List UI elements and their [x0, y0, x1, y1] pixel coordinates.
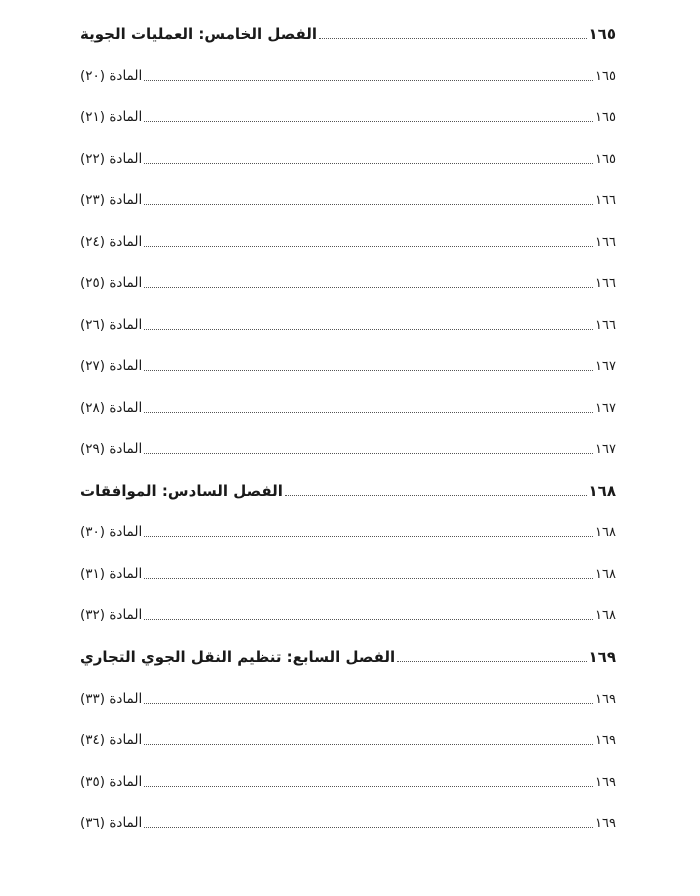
dot-leader [144, 605, 593, 620]
toc-article-row[interactable] [78, 145, 618, 173]
dot-leader [144, 315, 593, 330]
toc-entry-title: المادة (٢٦) [80, 317, 143, 333]
toc-page-number: ١٦٨ [595, 524, 616, 540]
toc-page-number: ١٦٩ [595, 774, 616, 790]
dot-leader [144, 772, 593, 787]
toc-entry-title: المادة (٣٢) [80, 607, 143, 623]
toc-page-number: ١٦٧ [595, 441, 616, 457]
toc-entry-title: المادة (٣٠) [80, 524, 143, 540]
toc-entry-title: المادة (٣٤) [80, 732, 143, 748]
toc-article-row[interactable] [78, 62, 618, 90]
toc-entry-title: المادة (٢١) [80, 109, 143, 125]
toc-page-number: ١٦٩ [595, 691, 616, 707]
toc-article-row[interactable] [78, 685, 618, 713]
toc-page-number: ١٦٥ [588, 25, 616, 43]
toc-entry-title: المادة (٢٨) [80, 400, 143, 416]
toc-page-number: ١٦٩ [588, 648, 616, 666]
toc-page-number: ١٦٦ [595, 317, 616, 333]
toc-article-row[interactable] [78, 768, 618, 796]
toc-page-number: ١٦٦ [595, 192, 616, 208]
toc-page-number: ١٦٩ [595, 815, 616, 831]
toc-entry-title: المادة (٣٣) [80, 691, 143, 707]
toc-page-number: ١٦٧ [595, 400, 616, 416]
dot-leader [144, 689, 593, 704]
dot-leader [144, 522, 593, 537]
toc-article-row[interactable] [78, 311, 618, 339]
dot-leader [397, 647, 586, 662]
dot-leader [144, 107, 593, 122]
toc-article-row[interactable] [78, 269, 618, 297]
toc-page-number: ١٦٥ [595, 151, 616, 167]
dot-leader [144, 439, 593, 454]
dot-leader [144, 730, 593, 745]
toc-entry-title: المادة (٢٢) [80, 151, 143, 167]
toc-entry-title: المادة (٢٣) [80, 192, 143, 208]
toc-article-row[interactable] [78, 228, 618, 256]
dot-leader [144, 149, 593, 164]
dot-leader [144, 356, 593, 371]
toc-page-number: ١٦٨ [595, 607, 616, 623]
toc-page-number: ١٦٥ [595, 109, 616, 125]
dot-leader [144, 813, 593, 828]
toc-entry-title: المادة (٢٠) [80, 68, 143, 84]
dot-leader [285, 481, 587, 496]
dot-leader [319, 24, 586, 39]
toc-entry-title: المادة (٢٥) [80, 275, 143, 291]
toc-entry-title: المادة (٣١) [80, 566, 143, 582]
dot-leader [144, 564, 593, 579]
toc-page-number: ١٦٦ [595, 234, 616, 250]
toc-entry-title: الفصل السابع: تنظيم النقل الجوي التجاري [80, 648, 396, 666]
toc-page-number: ١٦٩ [595, 732, 616, 748]
toc-entry-title: المادة (٣٥) [80, 774, 143, 790]
toc-chapter-row[interactable] [78, 20, 618, 48]
toc-page-number: ١٦٦ [595, 275, 616, 291]
toc-entry-title: الفصل الخامس: العمليات الجوية [80, 25, 318, 43]
toc-article-row[interactable] [78, 394, 618, 422]
toc-article-row[interactable] [78, 809, 618, 837]
toc-page-number: ١٦٥ [595, 68, 616, 84]
toc-article-row[interactable] [78, 352, 618, 380]
toc-article-row[interactable] [78, 435, 618, 463]
toc-article-row[interactable] [78, 186, 618, 214]
toc-page-number: ١٦٨ [595, 566, 616, 582]
dot-leader [144, 190, 593, 205]
toc-chapter-row[interactable] [78, 643, 618, 671]
toc-article-row[interactable] [78, 726, 618, 754]
toc-page-number: ١٦٨ [588, 482, 616, 500]
toc-entry-title: المادة (٢٤) [80, 234, 143, 250]
toc-article-row[interactable] [78, 560, 618, 588]
toc-article-row[interactable] [78, 518, 618, 546]
dot-leader [144, 273, 593, 288]
toc-article-row[interactable] [78, 601, 618, 629]
dot-leader [144, 398, 593, 413]
toc-entry-title: الفصل السادس: الموافقات [80, 482, 283, 500]
toc-page-number: ١٦٧ [595, 358, 616, 374]
toc-entry-title: المادة (٢٧) [80, 358, 143, 374]
toc-entry-title: المادة (٣٦) [80, 815, 143, 831]
dot-leader [144, 66, 593, 81]
dot-leader [144, 232, 593, 247]
toc-article-row[interactable] [78, 103, 618, 131]
toc-entry-title: المادة (٢٩) [80, 441, 143, 457]
toc-chapter-row[interactable] [78, 477, 618, 505]
